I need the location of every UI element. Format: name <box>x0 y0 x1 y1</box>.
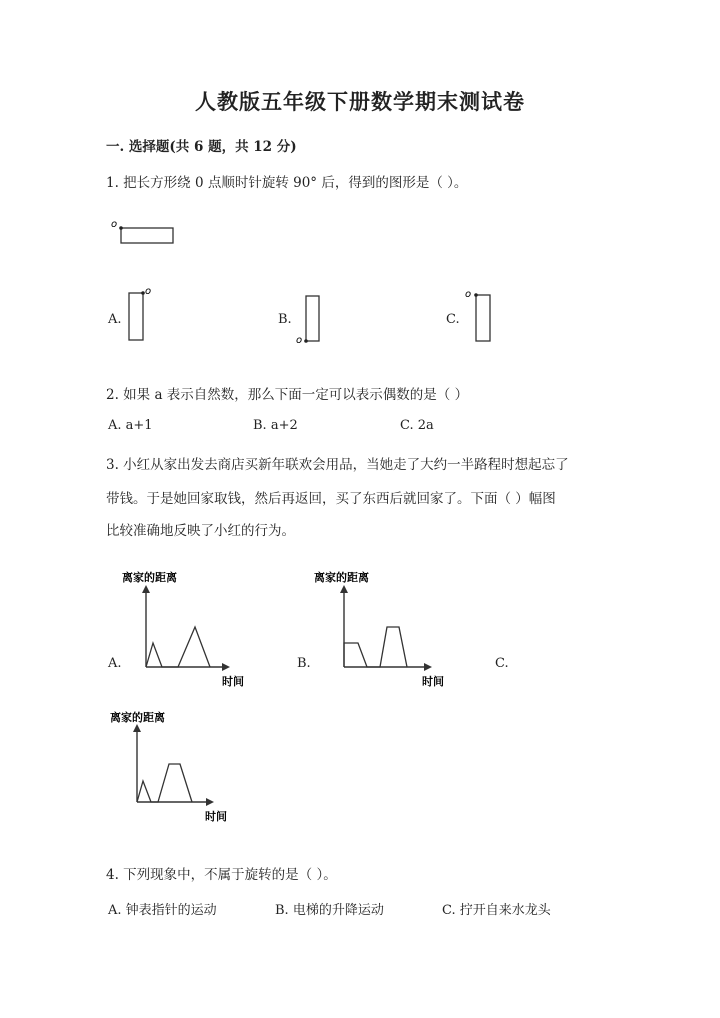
section-heading: 一. 选择题(共 6 题，共 12 分) <box>106 139 297 155</box>
graph-a-line <box>146 627 210 667</box>
q2-option-c[interactable]: C. 2a <box>400 418 434 433</box>
rotated-rectangle-a <box>129 293 143 340</box>
graph-b-y-arrow <box>340 585 348 593</box>
q1-option-a-figure[interactable] <box>120 284 160 346</box>
graph-c-y-arrow <box>133 724 141 732</box>
page-title: 人教版五年级下册数学期末测试卷 <box>195 89 525 114</box>
q3-option-b-label: B. <box>297 656 311 671</box>
origin-label: o <box>111 219 118 230</box>
question-2-text: 2. 如果 a 表示自然数，那么下面一定可以表示偶数的是（ ） <box>106 387 469 403</box>
graph-a-x-arrow <box>222 663 230 671</box>
q3-option-c-label: C. <box>495 656 509 671</box>
origin-point-b <box>304 339 308 343</box>
origin-point <box>119 226 123 230</box>
graph-a-y-arrow <box>142 585 150 593</box>
q1-option-c-figure[interactable] <box>462 284 502 346</box>
graph-c-xlabel: 时间 <box>205 810 227 823</box>
q3-option-a-label: A. <box>108 656 122 671</box>
rotated-rectangle-c <box>476 295 490 341</box>
graph-c-ylabel: 离家的距离 <box>110 711 165 724</box>
rotated-rectangle-b <box>306 296 319 341</box>
origin-point-c <box>474 293 478 297</box>
graph-b-ylabel: 离家的距离 <box>314 571 369 584</box>
question-3-line-3: 比较准确地反映了小红的行为。 <box>106 523 295 539</box>
q3-graph-a[interactable] <box>118 565 258 693</box>
q1-option-b-figure[interactable] <box>292 284 332 346</box>
q2-option-a[interactable]: A. a+1 <box>108 418 153 433</box>
graph-c-line <box>137 764 192 802</box>
question-3-line-1: 3. 小红从家出发去商店买新年联欢会用品，当她走了大约一半路程时想起忘了 <box>106 457 569 473</box>
q1-option-a-label: A. <box>108 312 122 327</box>
horizontal-rectangle <box>121 228 173 243</box>
origin-label-b: o <box>296 335 303 346</box>
q4-option-a[interactable]: A. 钟表指针的运动 <box>108 903 217 918</box>
q1-original-rectangle <box>108 216 180 250</box>
graph-a-xlabel: 时间 <box>222 675 244 688</box>
question-4-text: 4. 下列现象中，不属于旋转的是（ ）。 <box>106 867 337 883</box>
question-1-text: 1. 把长方形绕 0 点顺时针旋转 90° 后，得到的图形是（ ）。 <box>106 175 468 191</box>
q4-option-c[interactable]: C. 拧开自来水龙头 <box>442 903 551 918</box>
origin-label-a: o <box>145 286 152 297</box>
graph-b-x-arrow <box>424 663 432 671</box>
q3-graph-b[interactable] <box>310 565 460 693</box>
graph-a-ylabel: 离家的距离 <box>122 571 177 584</box>
question-3-line-2: 带钱。于是她回家取钱，然后再返回，买了东西后就回家了。下面（ ）幅图 <box>106 491 556 507</box>
q3-graph-c[interactable] <box>108 706 248 830</box>
q4-option-b[interactable]: B. 电梯的升降运动 <box>275 903 384 918</box>
graph-b-line <box>344 627 407 667</box>
q1-option-b-label: B. <box>278 312 292 327</box>
q1-option-c-label: C. <box>446 312 460 327</box>
origin-label-c: o <box>465 289 472 300</box>
q2-option-b[interactable]: B. a+2 <box>253 418 298 433</box>
graph-c-x-arrow <box>206 798 214 806</box>
graph-b-xlabel: 时间 <box>422 675 444 688</box>
